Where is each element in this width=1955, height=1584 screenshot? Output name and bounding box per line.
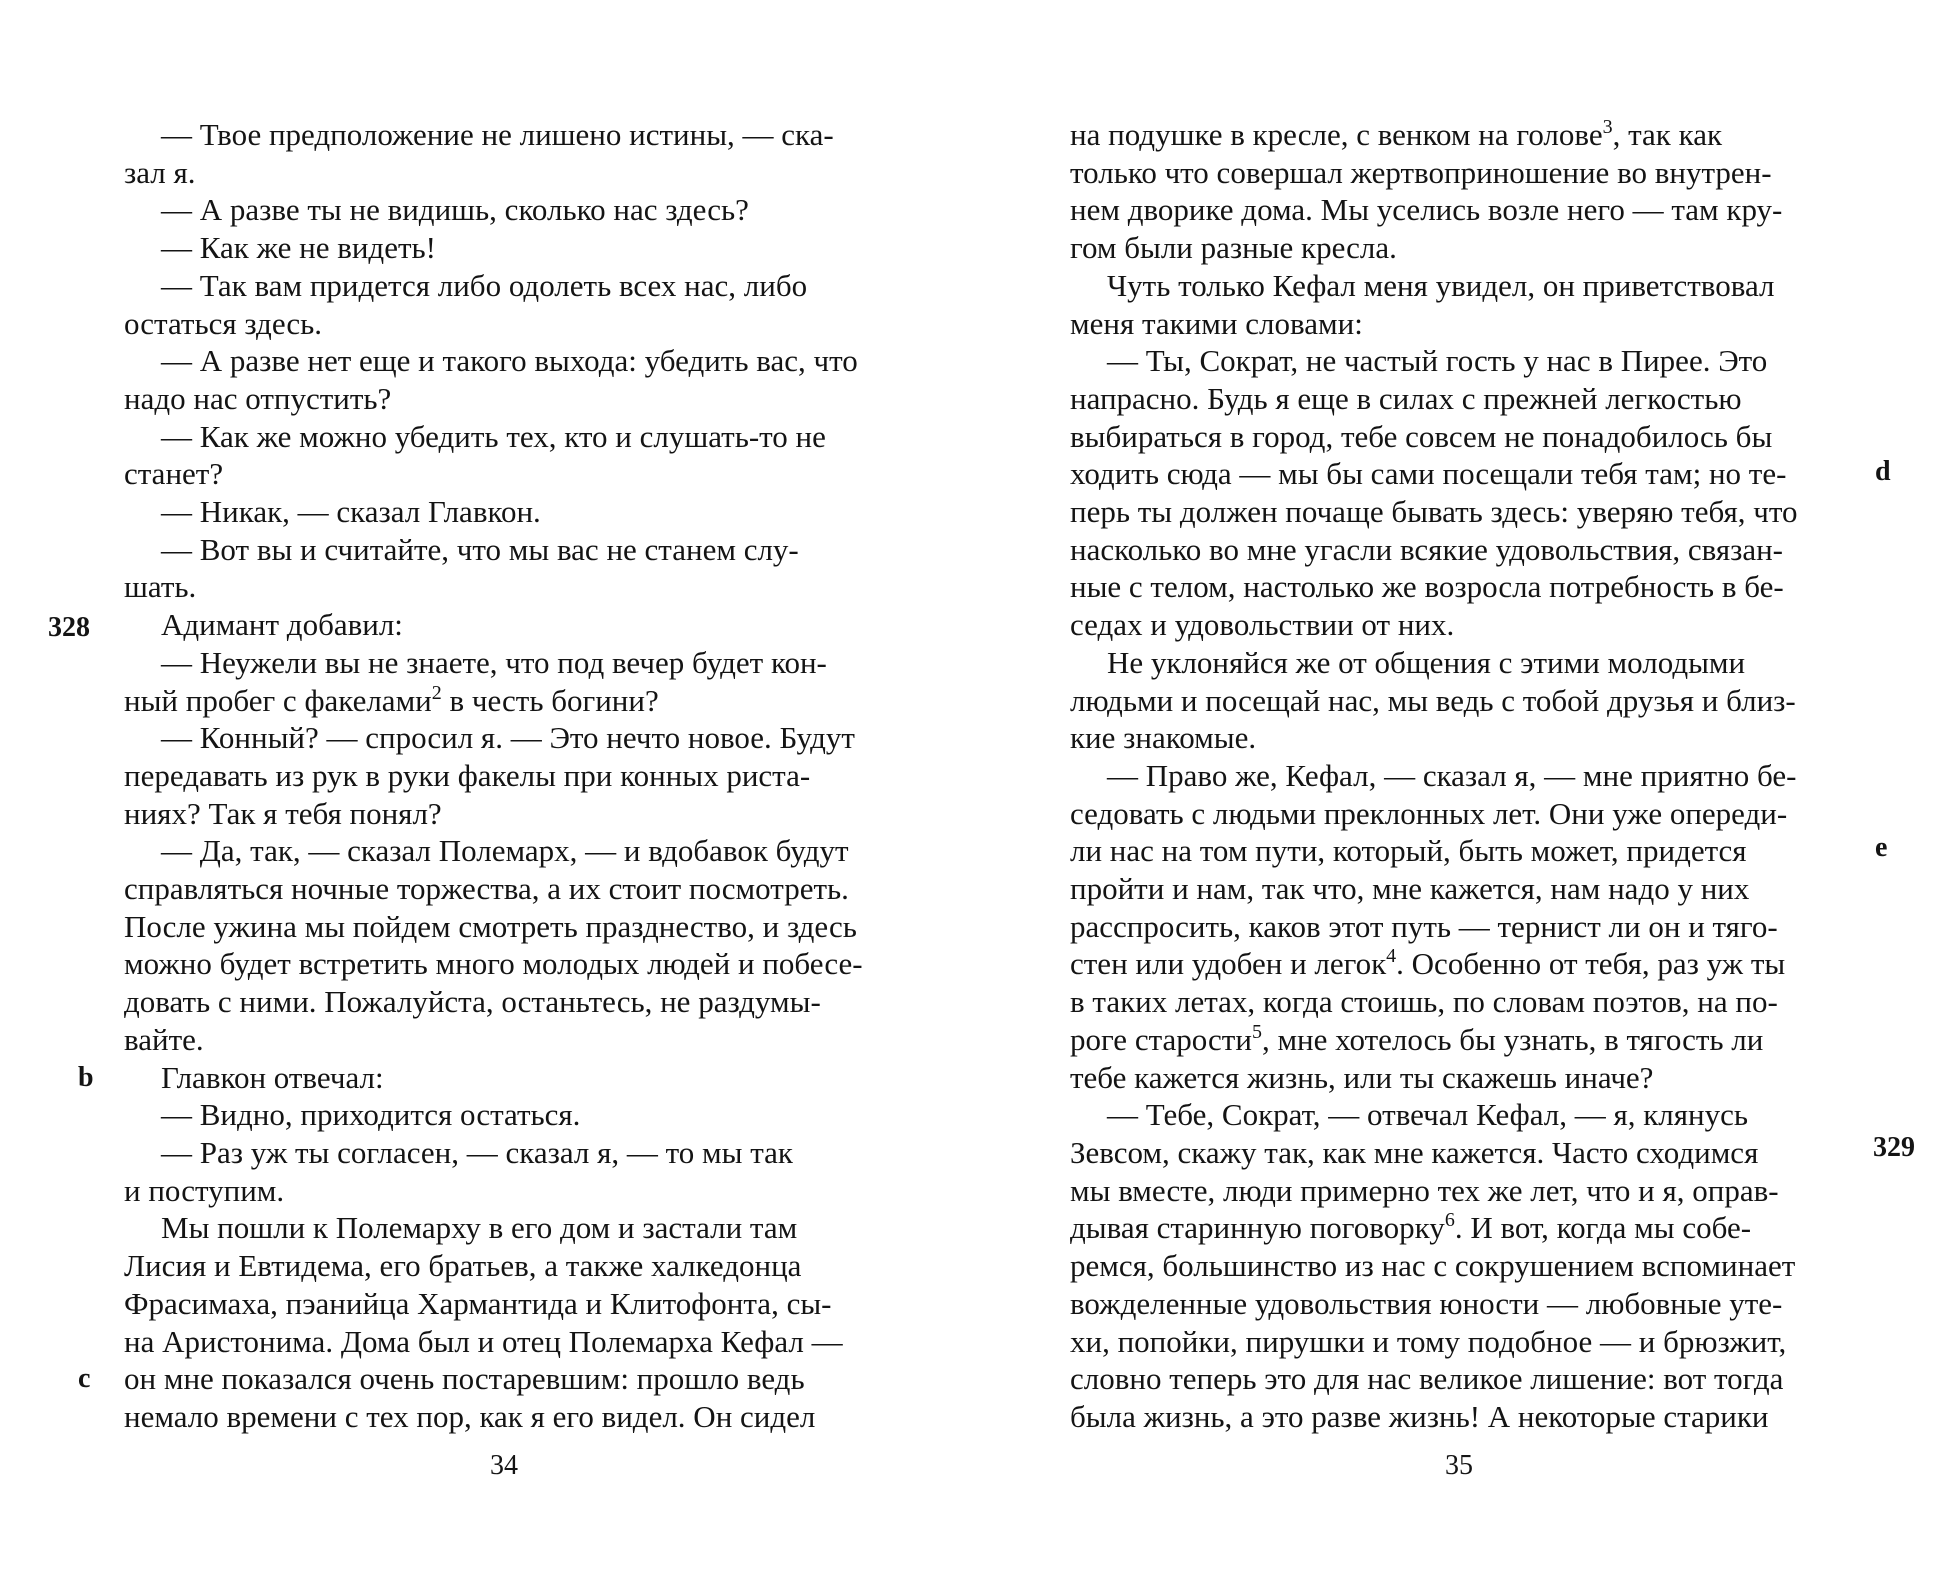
paragraph-text: на подушке в кресле, с венком на голове <box>1070 117 1603 152</box>
paragraph-text: , так как только что совершал жертвоприношение во внутрен- нем дворике дома. Мы уселись возле него — там кру- гом были разные кресла. <box>1070 117 1783 266</box>
footnote-ref: 4 <box>1386 945 1397 968</box>
left-text-column <box>124 116 886 1436</box>
paragraph: — А разве нет еще и такого выхода: убедить вас, что надо нас отпустить? <box>124 343 858 416</box>
paragraph <box>124 644 886 719</box>
right-text-column <box>1070 116 1840 1436</box>
paragraph <box>1070 757 1840 1096</box>
paragraph: Мы пошли к Полемарху в его дом и застали там Лисия и Евтидема, его братьев, а также халкедонца Фрасимаха, пэанийца Хармантида и Клитофонта, сы- на Аристонима. Дома был и отец Полемарха Кефал — он мне показался очень постаревшим: прошло ведь немало времени с тех пор, как я его видел. Он сидел <box>124 1210 843 1434</box>
paragraph-text: — Право же, Кефал, — сказал я, — мне приятно бе- седовать с людьми преклонных лет. Они уже опереди- ли нас на том пути, который, быть может, придется пройти и нам, так что, мне кажется, нам надо у них расспросить, каков этот путь — тернист ли он и тяго- стен или удобен и легок <box>1070 757 1797 982</box>
footnote-ref: 2 <box>431 681 442 704</box>
stephanus-marker: b <box>78 1062 94 1093</box>
paragraph-text: . И вот, когда мы собе- ремся, большинство из нас с сокрушением вспоминает вожделенные удовольствия юности — любовные уте- хи, попойки, пирушки и тому подобное — и брюзжит, словно теперь это для нас великое лишение: вот тогда была жизнь, а это разве жизнь! А некоторые старики <box>1070 1210 1796 1434</box>
paragraph-text: . Особенно от тебя, раз уж ты в таких летах, когда стоишь, по словам поэтов, на по- роге старости <box>1070 946 1786 1057</box>
paragraph: — Видно, приходится остаться. <box>161 1097 581 1133</box>
paragraph <box>1070 116 1840 267</box>
paragraph: — Никак, — сказал Главкон. <box>161 494 541 530</box>
paragraph: — Конный? — спросил я. — Это нечто новое. Будут передавать из рук в руки факелы при конных риста- ниях? Так я тебя понял? <box>124 720 855 831</box>
paragraph: Главкон отвечал: <box>161 1059 384 1095</box>
page-number: 35 <box>1445 1450 1473 1481</box>
stephanus-marker: 329 <box>1873 1132 1915 1163</box>
stephanus-marker: 328 <box>48 612 90 643</box>
footnote-ref: 6 <box>1444 1209 1455 1232</box>
paragraph: Чуть только Кефал меня увидел, он приветствовал меня такими словами: <box>1070 267 1775 341</box>
paragraph-text: — Тебе, Сократ, — отвечал Кефал, — я, клянусь Зевсом, скажу так, как мне кажется. Часто сходимся мы вместе, люди примерно тех же лет, что и я, оправ- дывая старинную поговорку <box>1070 1097 1779 1246</box>
paragraph <box>1070 1096 1840 1435</box>
paragraph: Адимант добавил: <box>161 607 403 643</box>
paragraph: — А разве ты не видишь, сколько нас здесь? <box>161 192 749 228</box>
right-page <box>980 0 1955 1584</box>
stephanus-marker: d <box>1875 456 1891 487</box>
paragraph: Не уклоняйся же от общения с этими молодыми людьми и посещай нас, мы ведь с тобой друзья и близ- кие знакомые. <box>1070 644 1796 756</box>
paragraph: — Так вам придется либо одолеть всех нас, либо остаться здесь. <box>124 267 808 341</box>
footnote-ref: 3 <box>1602 116 1613 138</box>
footnote-ref: 5 <box>1251 1020 1262 1043</box>
left-page <box>0 0 975 1584</box>
paragraph: — Да, так, — сказал Полемарх, — и вдобавок будут справляться ночные торжества, а их стоит посмотреть. После ужина мы пойдем смотреть празднество, и здесь можно будет встретить много молодых людей и побесе- довать с ними. Пожалуйста, останьтесь, не раздумы- вайте. <box>124 833 863 1057</box>
paragraph-text: в честь богини? <box>441 682 659 718</box>
page-number: 34 <box>490 1450 518 1481</box>
paragraph: — Ты, Сократ, не частый гость у нас в Пирее. Это напрасно. Будь я еще в силах с прежней легкостью выбираться в город, тебе совсем не понадобилось бы ходить сюда — мы бы сами посещали тебя там; но те- перь ты должен почаще бывать здесь: уверяю тебя, что насколько во мне угасли всякие удовольствия, связан- ные с телом, настолько же возросла потребность в бе- седах и удовольствии от них. <box>1070 343 1798 643</box>
paragraph: — Вот вы и считайте, что мы вас не станем слу- шать. <box>124 531 799 605</box>
paragraph: — Как же можно убедить тех, кто и слушать-то не станет? <box>124 418 826 492</box>
paragraph-text: , мне хотелось бы узнать, в тягость ли тебе кажется жизнь, или ты скажешь иначе? <box>1070 1021 1764 1095</box>
paragraph: — Как же не видеть! <box>161 230 436 266</box>
paragraph: — Раз уж ты согласен, — сказал я, — то мы так и поступим. <box>124 1134 793 1208</box>
stephanus-marker: c <box>78 1363 91 1394</box>
stephanus-marker: e <box>1875 832 1888 863</box>
paragraph-text: — Неужели вы не знаете, что под вечер будет кон- ный пробег с факелами <box>124 644 827 718</box>
paragraph: — Твое предположение не лишено истины, — ска- зал я. <box>124 117 834 190</box>
